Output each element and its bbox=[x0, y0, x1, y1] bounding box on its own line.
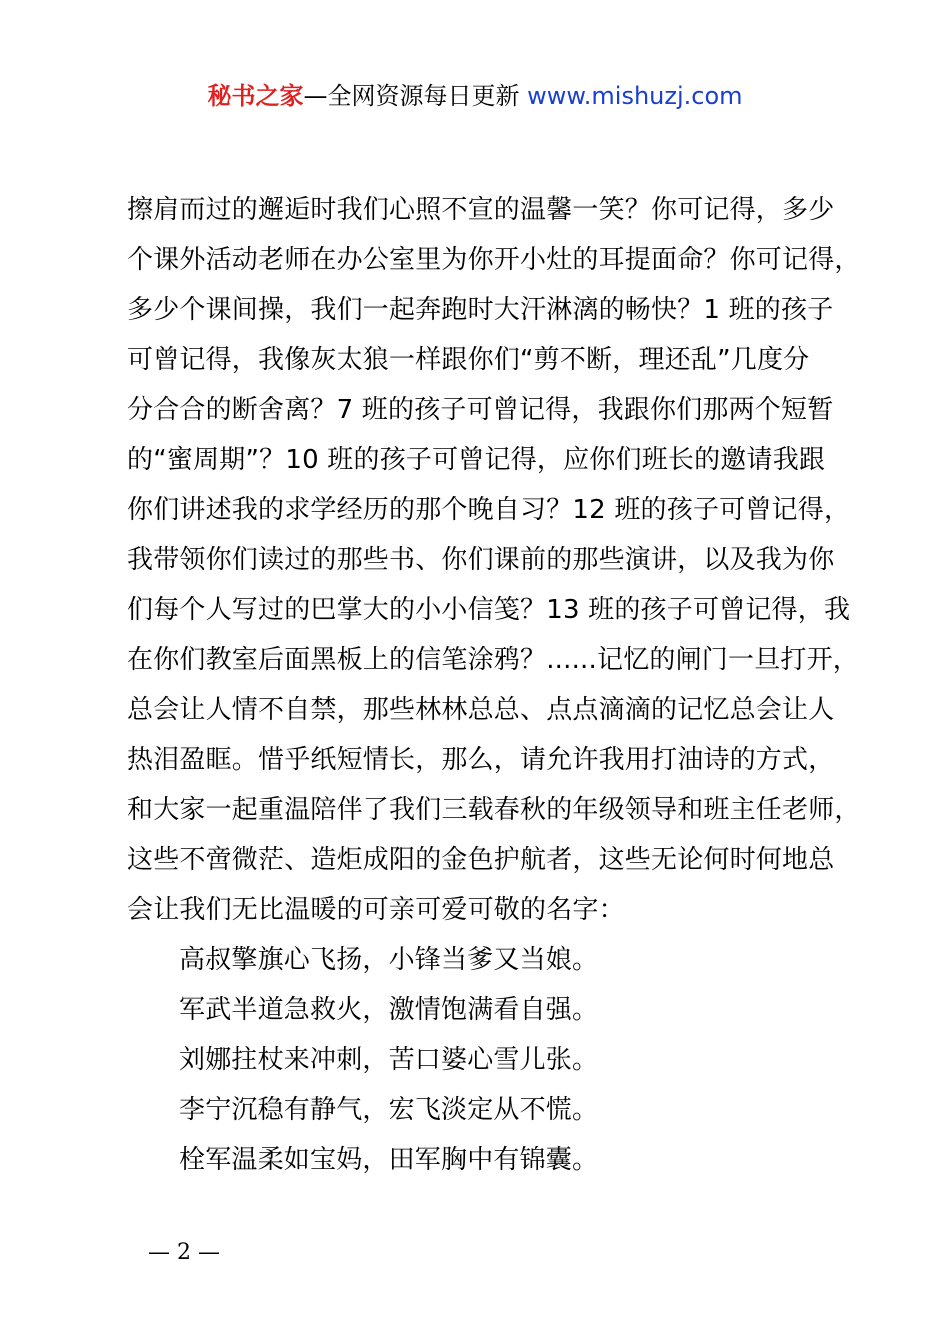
paragraph-line: 总会让人情不自禁，那些林林总总、点点滴滴的记忆总会让人 bbox=[127, 695, 835, 725]
paragraph-line: 这些不啻微茫、造炬成阳的金色护航者，这些无论何时何地总 bbox=[127, 845, 835, 875]
poem-line: 高叔擎旗心飞扬，小锋当爹又当娘。 bbox=[179, 945, 599, 975]
paragraph-line: 我带领你们读过的那些书、你们课前的那些演讲，以及我为你 bbox=[127, 545, 835, 575]
paragraph-line: 在你们教室后面黑板上的信笔涂鸦？......记忆的闸门一旦打开， bbox=[127, 645, 859, 675]
page-number: — 2 — bbox=[148, 1240, 220, 1265]
poem-line: 军武半道急救火，激情饱满看自强。 bbox=[179, 995, 599, 1025]
paragraph-line: 会让我们无比温暖的可亲可爱可敬的名字： bbox=[127, 895, 625, 925]
body-text bbox=[127, 185, 867, 1185]
paragraph-line: 的“蜜周期”？10 班的孩子可曾记得，应你们班长的邀请我跟 bbox=[127, 445, 826, 475]
poem-line: 刘娜拄杖来冲刺，苦口婆心雪儿张。 bbox=[179, 1045, 599, 1075]
paragraph-line: 擦肩而过的邂逅时我们心照不宣的温馨一笑？你可记得，多少 bbox=[127, 195, 835, 225]
poem-line: 栓军温柔如宝妈，田军胸中有锦囊。 bbox=[179, 1145, 599, 1175]
paragraph-line: 你们讲述我的求学经历的那个晚自习？12 班的孩子可曾记得， bbox=[127, 495, 851, 525]
site-slogan: —全网资源每日更新 bbox=[303, 82, 520, 110]
paragraph-line: 个课外活动老师在办公室里为你开小灶的耳提面命？你可记得， bbox=[127, 245, 861, 275]
poem-line: 李宁沉稳有静气，宏飞淡定从不慌。 bbox=[179, 1095, 599, 1125]
paragraph-line: 可曾记得，我像灰太狼一样跟你们“剪不断，理还乱”几度分 bbox=[127, 345, 810, 375]
site-brand: 秘书之家 bbox=[207, 82, 304, 110]
paragraph-line: 热泪盈眶。惜乎纸短情长，那么，请允许我用打油诗的方式， bbox=[127, 745, 835, 775]
paragraph-line: 分合合的断舍离？7 班的孩子可曾记得，我跟你们那两个短暂 bbox=[127, 395, 834, 425]
paragraph-line: 们每个人写过的巴掌大的小小信笺？13 班的孩子可曾记得，我 bbox=[127, 595, 851, 625]
paragraph-line: 多少个课间操，我们一起奔跑时大汗淋漓的畅快？1 班的孩子 bbox=[127, 295, 834, 325]
site-url[interactable]: www.mishuzj.com bbox=[519, 82, 743, 110]
paragraph-line: 和大家一起重温陪伴了我们三载春秋的年级领导和班主任老师， bbox=[127, 795, 861, 825]
site-header bbox=[0, 80, 950, 112]
